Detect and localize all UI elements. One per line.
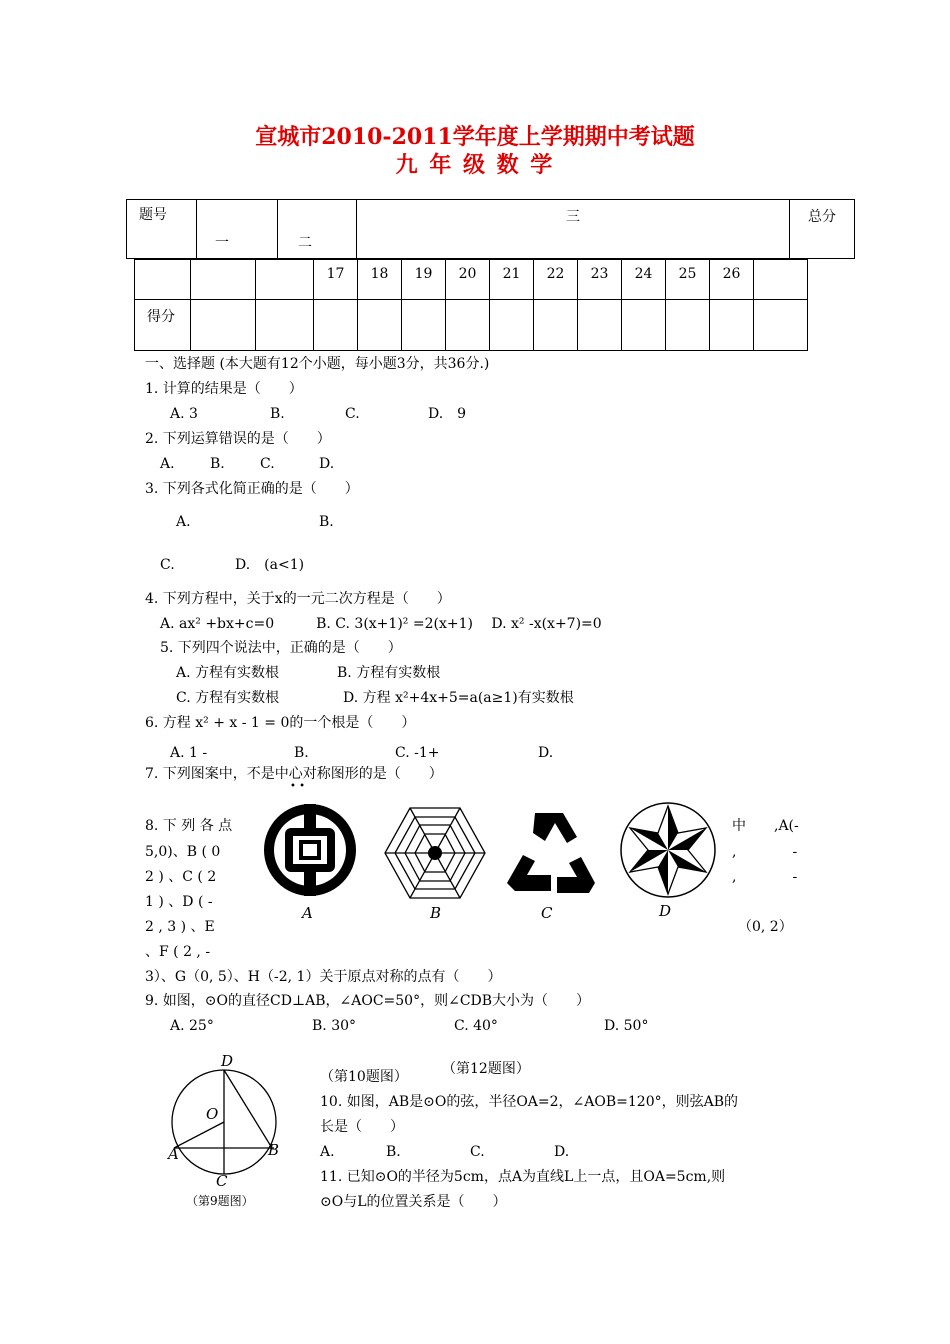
recycle-triangle-figure xyxy=(505,805,597,897)
fig9-point-d: D xyxy=(221,1052,234,1070)
q10-option-b: B. xyxy=(386,1144,401,1160)
q2-option-b: B. xyxy=(210,456,225,472)
figure-label-c: C xyxy=(541,904,553,922)
figure-label-a: A xyxy=(302,904,313,922)
q6-option-d: D. xyxy=(538,745,554,761)
question-9: 9. 如图，⊙O的直径CD⊥AB，∠AOC=50°，则∠CDB大小为（ ） xyxy=(145,993,591,1009)
page-title: 宣城市2010-2011学年度上学期期中考试题 xyxy=(255,124,695,150)
q2-option-a: A. xyxy=(160,456,175,472)
total-label: 总分 xyxy=(790,200,855,259)
sub-question-17: 17 xyxy=(314,260,358,300)
q9-option-b: B. 30° xyxy=(312,1018,357,1034)
hexagon-web-figure xyxy=(383,805,487,901)
question-10-line-2: 长是（ ） xyxy=(320,1119,404,1135)
section-heading: 一、选择题 (本大题有12个小题，每小题3分，共36分.) xyxy=(145,356,490,372)
sub-question-24: 24 xyxy=(622,260,666,300)
q9-option-c: C. 40° xyxy=(454,1018,498,1034)
fig9-point-o: O xyxy=(206,1105,219,1123)
q3-option-d: D. (a<1) xyxy=(235,557,305,573)
q1-option-a: A. 3 xyxy=(170,406,198,422)
q9-option-d: D. 50° xyxy=(604,1018,649,1034)
q1-option-c: C. xyxy=(345,406,360,422)
figure-label-d: D xyxy=(659,902,672,920)
score-label: 得分 xyxy=(135,300,191,351)
q6-option-c: C. -1+ xyxy=(395,745,440,761)
page-subtitle: 九 年 级 数 学 xyxy=(395,152,555,178)
q3-option-a: A. xyxy=(176,514,191,530)
question-4: 4. 下列方程中，关于x的一元二次方程是（ ） xyxy=(145,591,451,607)
question-11-line-2: ⊙O与L的位置关系是（ ） xyxy=(320,1194,507,1210)
part-one-label: 一 xyxy=(197,200,278,259)
question-5: 5. 下列四个说法中，正确的是（ ） xyxy=(160,640,402,656)
sub-question-26: 26 xyxy=(710,260,754,300)
q5-option-d: D. 方程 x²+4x+5=a(a≥1)有实数根 xyxy=(343,690,574,706)
score-table-header xyxy=(126,199,855,259)
q6-option-a: A. 1 - xyxy=(170,745,208,761)
q8-line-1: 8. 下 列 各 点 xyxy=(145,818,233,834)
part-two-label: 二 xyxy=(278,200,357,259)
question-11-line-1: 11. 已知⊙O的半径为5cm，点A为直线L上一点，且OA=5cm,则 xyxy=(320,1169,726,1185)
q3-option-b: B. xyxy=(319,514,334,530)
q3-option-c: C. xyxy=(160,557,175,573)
sub-question-19: 19 xyxy=(402,260,446,300)
emphasis-dots: • • xyxy=(290,781,305,792)
fig9-point-c: C xyxy=(216,1172,228,1190)
q8-line-3: 2 ) 、C ( 2 xyxy=(145,869,217,885)
q10-option-a: A. xyxy=(320,1144,335,1160)
q8-line-end: 3）、G（0, 5）、H（-2, 1）关于原点对称的点有（ ） xyxy=(145,969,502,985)
q1-option-b: B. xyxy=(270,406,285,422)
q8-line-6: 、F ( 2 , - xyxy=(145,944,211,960)
q5-option-b: B. 方程有实数根 xyxy=(337,665,441,681)
sub-question-22: 22 xyxy=(534,260,578,300)
q10-option-d: D. xyxy=(554,1144,570,1160)
fig12-caption: （第12题图） xyxy=(442,1061,530,1077)
q6-option-b: B. xyxy=(294,745,309,761)
q10-option-c: C. xyxy=(470,1144,485,1160)
sub-question-25: 25 xyxy=(666,260,710,300)
star-circle-figure xyxy=(618,800,718,900)
q8-line-2: 5,0)、B ( 0 xyxy=(145,844,221,860)
question-1: 1. 计算的结果是（ ） xyxy=(145,381,303,397)
question-3: 3. 下列各式化简正确的是（ ） xyxy=(145,481,359,497)
q2-option-d: D. xyxy=(319,456,335,472)
q8-line-4: 1 ) 、D ( - xyxy=(145,894,213,910)
sub-question-20: 20 xyxy=(446,260,490,300)
fig9-point-b: B xyxy=(268,1141,280,1159)
q5-option-a: A. 方程有实数根 xyxy=(176,665,280,681)
part-three-label: 三 xyxy=(357,200,790,259)
q4-options: A. ax² +bx+c=0 B. C. 3(x+1)² =2(x+1) D. x² -x(x+7)=0 xyxy=(160,616,602,632)
question-7: 7. 下列图案中，不是中心对称图形的是（ ） xyxy=(145,766,443,782)
question-6: 6. 方程 x² + x - 1 = 0的一个根是（ ） xyxy=(145,715,416,731)
fig9-caption: （第9题图） xyxy=(186,1194,254,1208)
q9-option-a: A. 25° xyxy=(170,1018,214,1034)
sub-question-21: 21 xyxy=(490,260,534,300)
question-10-line-1: 10. 如图，AB是⊙O的弦，半径OA=2，∠AOB=120°，则弦AB的 xyxy=(320,1094,739,1110)
sub-question-18: 18 xyxy=(358,260,402,300)
q1-option-d: D. 9 xyxy=(428,406,467,422)
bank-coin-figure xyxy=(255,800,365,900)
q5-option-c: C. 方程有实数根 xyxy=(176,690,280,706)
q8-right-1: 中 ,A(- xyxy=(732,818,799,834)
q8-right-3: , - xyxy=(732,869,798,885)
sub-question-23: 23 xyxy=(578,260,622,300)
question-2: 2. 下列运算错误的是（ ） xyxy=(145,431,331,447)
q8-line-5: 2 , 3 ) 、E xyxy=(145,919,215,935)
q2-option-c: C. xyxy=(260,456,275,472)
question-number-label: 题号 xyxy=(127,200,197,259)
score-table-body xyxy=(134,259,808,351)
circle-diameter-figure xyxy=(168,1058,280,1182)
q8-right-4: （0, 2） xyxy=(738,919,793,935)
figure-label-b: B xyxy=(430,904,442,922)
fig9-point-a: A xyxy=(168,1145,179,1163)
q8-right-2: , - xyxy=(732,844,798,860)
fig10-caption: （第10题图） xyxy=(320,1069,408,1085)
